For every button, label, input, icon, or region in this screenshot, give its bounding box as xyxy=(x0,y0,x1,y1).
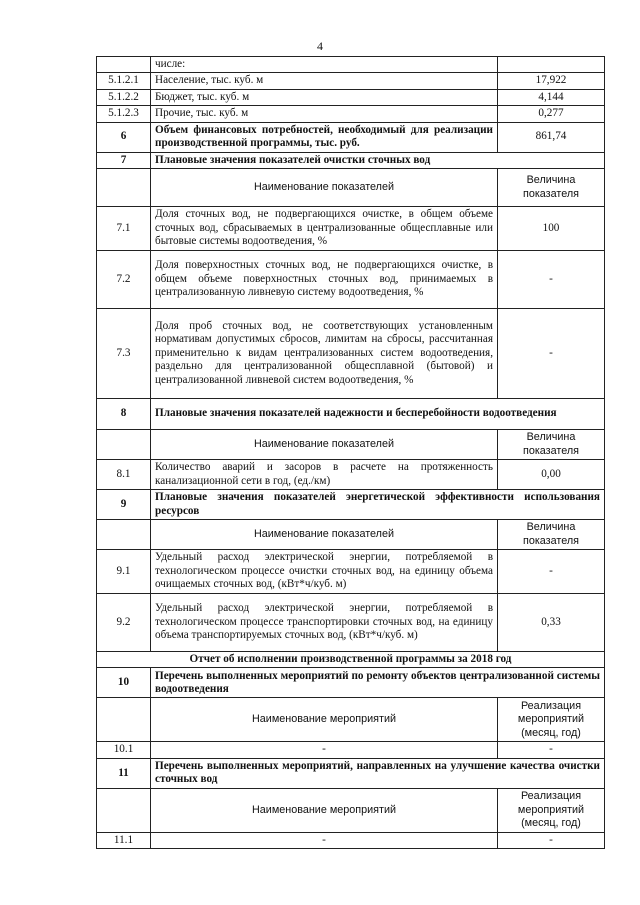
section-row xyxy=(97,152,605,168)
table-row xyxy=(97,309,605,399)
row-value: - xyxy=(498,742,605,758)
section-title: Перечень выполненных мероприятий, направленных на улучшение качества очистки сточных вод xyxy=(151,758,605,788)
header-value: Реализация мероприятий (месяц, год) xyxy=(498,698,605,742)
row-value: - xyxy=(498,550,605,594)
header-name: Наименование показателей xyxy=(151,430,498,460)
row-number: 5.1.2.2 xyxy=(97,89,151,105)
header-row xyxy=(97,169,605,207)
section-number: 9 xyxy=(97,490,151,520)
row-text: Доля проб сточных вод, не соответствующих установленным нормативам допустимых сбросов, лимитам на сбросы, рассчитанная применительно к видам централизованных систем водоотведения, раздельно для централизованной общесплавной (бытовой) и централизованной ливневой систем водоотведения, % xyxy=(151,309,498,399)
section-title: Плановые значения показателей энергетической эффективности использования ресурсов xyxy=(151,490,605,520)
row-number: 5.1.2.1 xyxy=(97,73,151,89)
row-text: Объем финансовых потребностей, необходимый для реализации производственной программы, тыс. руб. xyxy=(151,122,498,152)
row-value: 0,33 xyxy=(498,594,605,652)
table-row xyxy=(97,742,605,758)
row-text: Удельный расход электрической энергии, потребляемой в технологическом процессе очистки сточных вод, на единицу объема очищаемых сточных вод, (кВт*ч/куб. м) xyxy=(151,550,498,594)
section-number: 7 xyxy=(97,152,151,168)
row-number-cell xyxy=(97,57,151,73)
row-text: Удельный расход электрической энергии, потребляемой в технологическом процессе транспортировки сточных вод, на единицу объема транспортируемых сточных вод, (кВт*ч/куб. м) xyxy=(151,594,498,652)
section-row xyxy=(97,758,605,788)
row-value: 17,922 xyxy=(498,73,605,89)
header-value: Величина показателя xyxy=(498,169,605,207)
table-row xyxy=(97,550,605,594)
report-title: Отчет об исполнении производственной программы за 2018 год xyxy=(97,652,605,668)
header-number-cell xyxy=(97,698,151,742)
row-number: 7.2 xyxy=(97,251,151,309)
table-row xyxy=(97,460,605,490)
row-number: 6 xyxy=(97,122,151,152)
row-value: - xyxy=(498,309,605,399)
row-text-cell: числе: xyxy=(151,57,498,73)
header-row xyxy=(97,698,605,742)
row-value: 100 xyxy=(498,207,605,251)
table-row xyxy=(97,594,605,652)
table-row xyxy=(97,251,605,309)
header-name: Наименование мероприятий xyxy=(151,788,498,832)
indicators-table xyxy=(96,56,605,849)
header-value: Величина показателя xyxy=(498,430,605,460)
table-row xyxy=(97,122,605,152)
table-row xyxy=(97,207,605,251)
row-text: Доля поверхностных сточных вод, не подвергающихся очистке, в общем объеме поверхностных сточных вод, принимаемых в централизованную ливневую систему водоотведения, % xyxy=(151,251,498,309)
header-row xyxy=(97,788,605,832)
header-number-cell xyxy=(97,430,151,460)
table-row xyxy=(97,832,605,848)
section-number: 10 xyxy=(97,668,151,698)
row-value: 0,277 xyxy=(498,106,605,122)
row-value: 861,74 xyxy=(498,122,605,152)
section-row xyxy=(97,668,605,698)
row-value: 0,00 xyxy=(498,460,605,490)
header-number-cell xyxy=(97,520,151,550)
row-number: 5.1.2.3 xyxy=(97,106,151,122)
row-value: - xyxy=(498,251,605,309)
row-number: 9.2 xyxy=(97,594,151,652)
header-row xyxy=(97,430,605,460)
header-value: Реализация мероприятий (месяц, год) xyxy=(498,788,605,832)
header-number-cell xyxy=(97,169,151,207)
section-title: Плановые значения показателей надежности и бесперебойности водоотведения xyxy=(151,399,605,430)
row-text: Бюджет, тыс. куб. м xyxy=(151,89,498,105)
row-value-cell xyxy=(498,57,605,73)
section-title: Перечень выполненных мероприятий по ремонту объектов централизованной системы водоотведения xyxy=(151,668,605,698)
row-number: 7.3 xyxy=(97,309,151,399)
row-text: - xyxy=(151,832,498,848)
section-row xyxy=(97,399,605,430)
row-number: 10.1 xyxy=(97,742,151,758)
row-text: Количество аварий и засоров в расчете на протяженность канализационной сети в год, (ед./км) xyxy=(151,460,498,490)
section-title: Плановые значения показателей очистки сточных вод xyxy=(151,152,605,168)
header-name: Наименование мероприятий xyxy=(151,698,498,742)
row-text: Население, тыс. куб. м xyxy=(151,73,498,89)
row-value: 4,144 xyxy=(498,89,605,105)
header-number-cell xyxy=(97,788,151,832)
header-name: Наименование показателей xyxy=(151,169,498,207)
row-value: - xyxy=(498,832,605,848)
header-name: Наименование показателей xyxy=(151,520,498,550)
section-number: 8 xyxy=(97,399,151,430)
row-text: - xyxy=(151,742,498,758)
row-number: 11.1 xyxy=(97,832,151,848)
table-row xyxy=(97,57,605,73)
report-title-row xyxy=(97,652,605,668)
table-row xyxy=(97,106,605,122)
row-text: Прочие, тыс. куб. м xyxy=(151,106,498,122)
row-number: 7.1 xyxy=(97,207,151,251)
row-number: 8.1 xyxy=(97,460,151,490)
section-row xyxy=(97,490,605,520)
header-value: Величина показателя xyxy=(498,520,605,550)
section-number: 11 xyxy=(97,758,151,788)
row-number: 9.1 xyxy=(97,550,151,594)
header-row xyxy=(97,520,605,550)
page-number: 4 xyxy=(317,39,323,53)
row-text: Доля сточных вод, не подвергающихся очистке, в общем объеме сточных вод, сбрасываемых в централизованные общесплавные или бытовые системы водоотведения, % xyxy=(151,207,498,251)
table-row xyxy=(97,73,605,89)
table-row xyxy=(97,89,605,105)
